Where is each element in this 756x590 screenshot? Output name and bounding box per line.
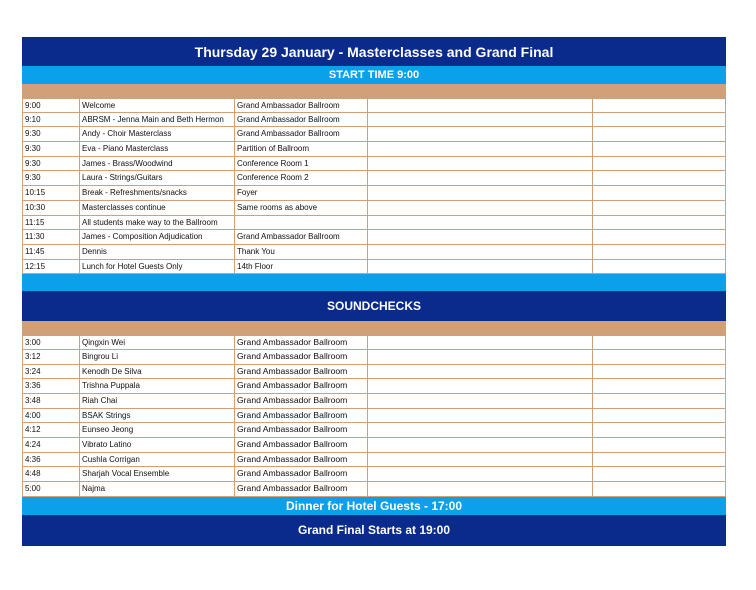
time-cell: 3:00 [22, 336, 80, 349]
time-cell: 4:12 [22, 423, 80, 437]
empty-cell [593, 394, 726, 408]
empty-cell [368, 423, 593, 437]
location-cell: Conference Room 1 [235, 157, 368, 171]
soundchecks-table [22, 335, 726, 497]
item-cell: Masterclasses continue [80, 201, 235, 215]
empty-cell [593, 186, 726, 200]
time-cell: 11:30 [22, 230, 80, 244]
empty-cell [368, 409, 593, 423]
empty-cell [368, 350, 593, 364]
item-cell: Welcome [80, 99, 235, 112]
table-row [22, 394, 726, 409]
empty-cell [593, 201, 726, 215]
table-row [22, 127, 726, 142]
empty-cell [593, 216, 726, 230]
time-cell: 9:10 [22, 113, 80, 127]
performer-cell: Vibrato Latino [80, 438, 235, 452]
empty-cell [368, 142, 593, 156]
time-cell: 10:15 [22, 186, 80, 200]
start-time-banner: START TIME 9:00 [22, 66, 726, 84]
performer-cell: Riah Chai [80, 394, 235, 408]
page-title: Thursday 29 January - Masterclasses and Grand Final [22, 37, 726, 66]
empty-cell [368, 453, 593, 467]
location-cell: Grand Ambassador Ballroom [235, 409, 368, 423]
schedule-table [22, 98, 726, 274]
location-cell: Grand Ambassador Ballroom [235, 230, 368, 244]
table-row [22, 438, 726, 453]
empty-cell [593, 453, 726, 467]
empty-cell [593, 99, 726, 112]
time-cell: 4:48 [22, 467, 80, 481]
table-row [22, 157, 726, 172]
empty-cell [368, 157, 593, 171]
time-cell: 3:36 [22, 379, 80, 393]
item-cell: Andy - Choir Masterclass [80, 127, 235, 141]
table-row [22, 482, 726, 497]
time-cell: 3:48 [22, 394, 80, 408]
location-cell: Thank You [235, 245, 368, 259]
item-cell: Lunch for Hotel Guests Only [80, 260, 235, 274]
empty-cell [368, 186, 593, 200]
empty-cell [368, 365, 593, 379]
time-cell: 9:30 [22, 171, 80, 185]
performer-cell: Bingrou Li [80, 350, 235, 364]
time-cell: 3:24 [22, 365, 80, 379]
time-cell: 4:00 [22, 409, 80, 423]
empty-cell [593, 336, 726, 349]
item-cell: James - Composition Adjudication [80, 230, 235, 244]
empty-cell [593, 171, 726, 185]
location-cell: Grand Ambassador Ballroom [235, 99, 368, 112]
location-cell: Grand Ambassador Ballroom [235, 438, 368, 452]
item-cell: Laura - Strings/Guitars [80, 171, 235, 185]
table-row [22, 230, 726, 245]
empty-cell [593, 423, 726, 437]
table-row [22, 350, 726, 365]
location-cell: Conference Room 2 [235, 171, 368, 185]
empty-cell [368, 260, 593, 274]
location-cell: Foyer [235, 186, 368, 200]
performer-cell: Qingxin Wei [80, 336, 235, 349]
empty-cell [368, 245, 593, 259]
empty-cell [368, 127, 593, 141]
empty-cell [368, 467, 593, 481]
item-cell: James - Brass/Woodwind [80, 157, 235, 171]
table-row [22, 467, 726, 482]
location-cell: 14th Floor [235, 260, 368, 274]
section-spacer [22, 274, 726, 291]
time-cell: 5:00 [22, 482, 80, 496]
empty-cell [368, 394, 593, 408]
empty-cell [368, 482, 593, 496]
performer-cell: Trishna Puppala [80, 379, 235, 393]
empty-cell [593, 350, 726, 364]
location-cell [235, 216, 368, 230]
table-row [22, 142, 726, 157]
empty-cell [368, 379, 593, 393]
soundchecks-heading: SOUNDCHECKS [22, 291, 726, 321]
location-cell: Partition of Ballroom [235, 142, 368, 156]
empty-cell [368, 230, 593, 244]
time-cell: 9:30 [22, 127, 80, 141]
table-row [22, 409, 726, 424]
empty-cell [368, 216, 593, 230]
location-cell: Grand Ambassador Ballroom [235, 467, 368, 481]
empty-cell [368, 438, 593, 452]
table-row [22, 365, 726, 380]
dinner-banner: Dinner for Hotel Guests - 17:00 [22, 497, 726, 515]
table-row [22, 335, 726, 350]
table-row [22, 379, 726, 394]
empty-cell [593, 127, 726, 141]
location-cell: Grand Ambassador Ballroom [235, 336, 368, 349]
performer-cell: Eunseo Jeong [80, 423, 235, 437]
item-cell: Break - Refreshments/snacks [80, 186, 235, 200]
location-cell: Grand Ambassador Ballroom [235, 365, 368, 379]
schedule-sheet [22, 37, 726, 546]
table-row [22, 171, 726, 186]
empty-cell [593, 379, 726, 393]
location-cell: Grand Ambassador Ballroom [235, 113, 368, 127]
empty-cell [593, 245, 726, 259]
performer-cell: Kenodh De Silva [80, 365, 235, 379]
location-cell: Grand Ambassador Ballroom [235, 127, 368, 141]
time-cell: 9:00 [22, 99, 80, 112]
time-cell: 11:45 [22, 245, 80, 259]
performer-cell: BSAK Strings [80, 409, 235, 423]
time-cell: 12:15 [22, 260, 80, 274]
performer-cell: Najma [80, 482, 235, 496]
performer-cell: Sharjah Vocal Ensemble [80, 467, 235, 481]
time-cell: 9:30 [22, 157, 80, 171]
location-cell: Same rooms as above [235, 201, 368, 215]
table-row [22, 245, 726, 260]
table-row [22, 423, 726, 438]
table-row [22, 113, 726, 128]
empty-cell [593, 409, 726, 423]
empty-cell [593, 482, 726, 496]
header-divider [22, 84, 726, 98]
empty-cell [593, 365, 726, 379]
empty-cell [368, 99, 593, 112]
location-cell: Grand Ambassador Ballroom [235, 350, 368, 364]
empty-cell [593, 438, 726, 452]
table-row [22, 186, 726, 201]
time-cell: 4:36 [22, 453, 80, 467]
empty-cell [593, 260, 726, 274]
table-row [22, 453, 726, 468]
empty-cell [368, 336, 593, 349]
location-cell: Grand Ambassador Ballroom [235, 453, 368, 467]
location-cell: Grand Ambassador Ballroom [235, 379, 368, 393]
table-row [22, 98, 726, 113]
time-cell: 11:15 [22, 216, 80, 230]
empty-cell [368, 113, 593, 127]
time-cell: 10:30 [22, 201, 80, 215]
table-row [22, 216, 726, 231]
time-cell: 9:30 [22, 142, 80, 156]
performer-cell: Cushla Corrigan [80, 453, 235, 467]
table-row [22, 201, 726, 216]
location-cell: Grand Ambassador Ballroom [235, 482, 368, 496]
empty-cell [593, 113, 726, 127]
empty-cell [593, 157, 726, 171]
item-cell: ABRSM - Jenna Main and Beth Hermon [80, 113, 235, 127]
location-cell: Grand Ambassador Ballroom [235, 394, 368, 408]
empty-cell [593, 467, 726, 481]
item-cell: Dennis [80, 245, 235, 259]
table-row [22, 260, 726, 275]
grand-final-banner: Grand Final Starts at 19:00 [22, 515, 726, 546]
soundchecks-divider [22, 321, 726, 335]
time-cell: 3:12 [22, 350, 80, 364]
item-cell: Eva - Piano Masterclass [80, 142, 235, 156]
item-cell: All students make way to the Ballroom [80, 216, 235, 230]
empty-cell [593, 142, 726, 156]
location-cell: Grand Ambassador Ballroom [235, 423, 368, 437]
empty-cell [593, 230, 726, 244]
empty-cell [368, 201, 593, 215]
time-cell: 4:24 [22, 438, 80, 452]
empty-cell [368, 171, 593, 185]
